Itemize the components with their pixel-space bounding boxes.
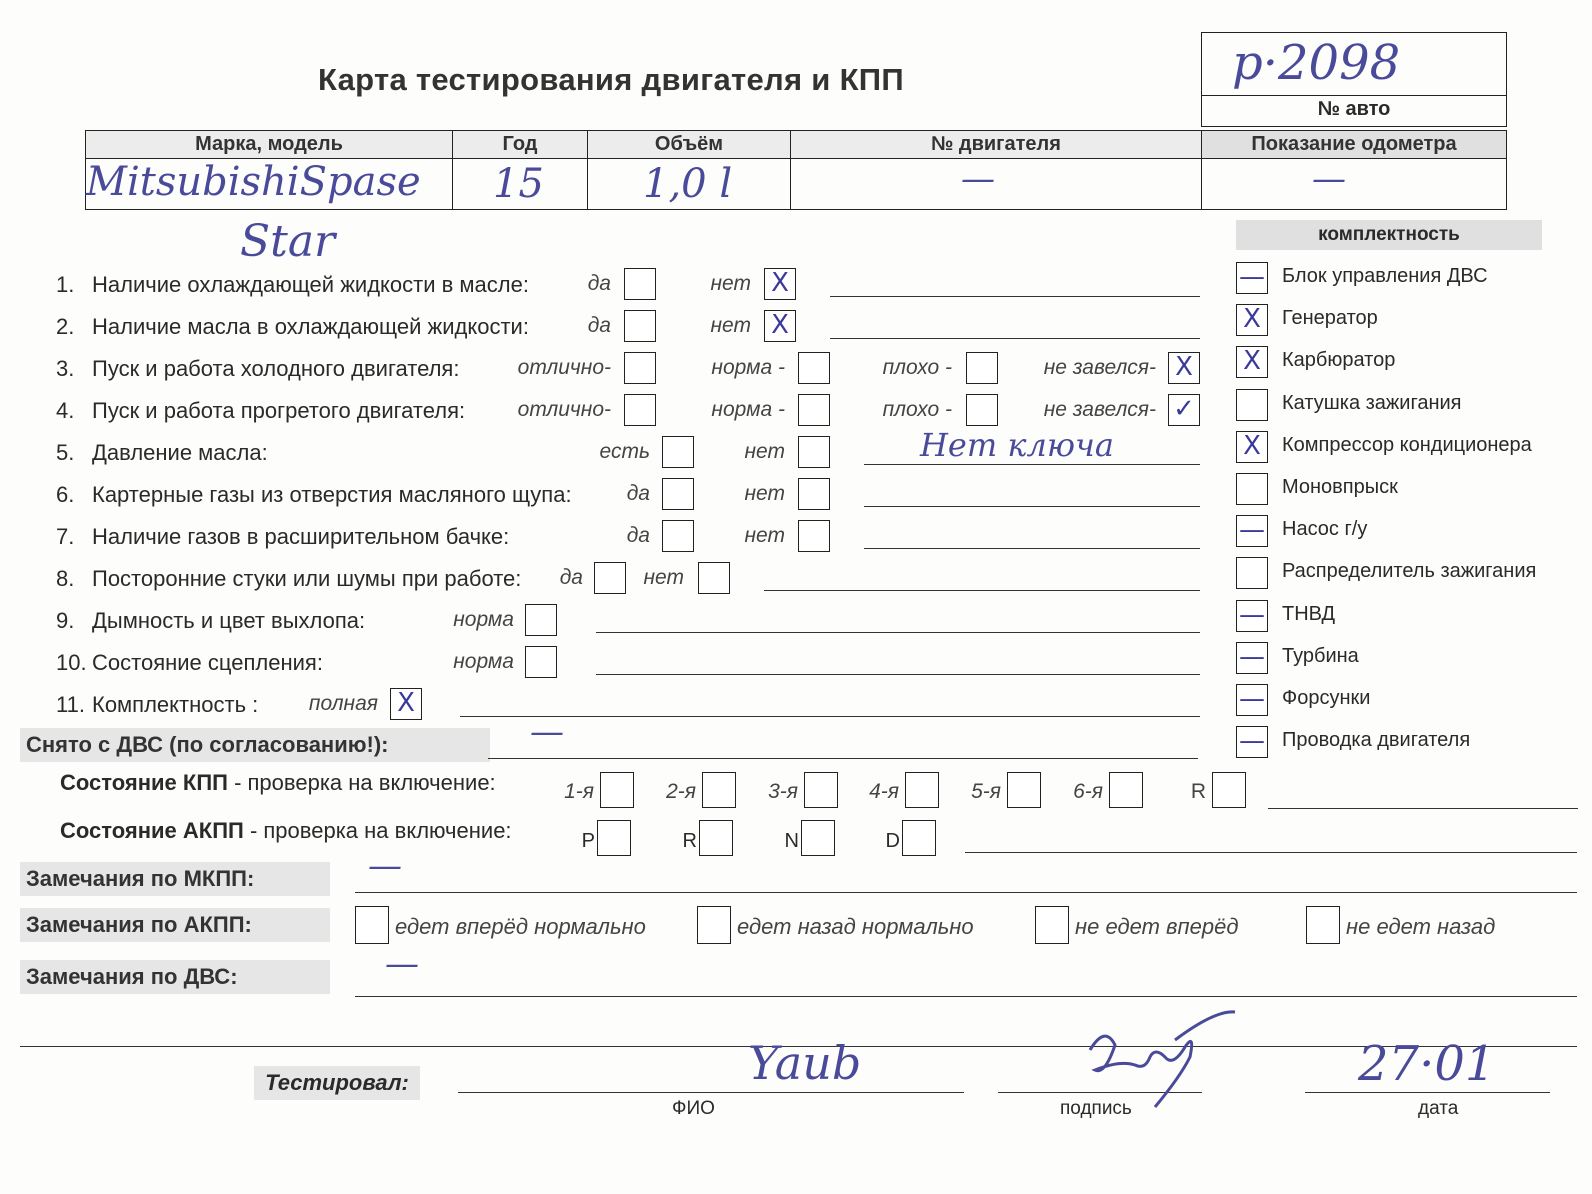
kpp-label-rest: - проверка на включение: [227, 770, 496, 795]
oil-pressure-note: Нет ключа [920, 426, 1114, 464]
option-label: норма [453, 650, 514, 673]
tested-label: Тестировал: [254, 1066, 420, 1100]
kpp-gear-label: 2-я [666, 780, 696, 803]
year-value: 15 [493, 161, 544, 207]
question-text: Пуск и работа холодного двигателя: [92, 356, 460, 381]
completeness-item-label: Форсунки [1282, 687, 1371, 709]
kpp-gear-label: R [1190, 780, 1206, 803]
completeness-checkbox[interactable] [1236, 557, 1268, 589]
date-line [1305, 1092, 1550, 1093]
akpp-position-checkbox[interactable] [801, 820, 835, 856]
question-text: Пуск и работа прогретого двигателя: [92, 398, 466, 423]
option-checkbox[interactable] [798, 478, 830, 510]
completeness-checkbox[interactable] [1236, 726, 1268, 758]
checkbox-mark: X [397, 688, 415, 718]
question-number: 8. [56, 566, 75, 591]
option-checkbox[interactable] [1168, 352, 1200, 384]
kpp-gear-label: 5-я [971, 780, 1001, 803]
option-checkbox[interactable] [1168, 394, 1200, 426]
completeness-item-label: Катушка зажигания [1282, 391, 1462, 414]
year-cell [453, 159, 588, 210]
model-value: MitsubishiSpase [86, 159, 421, 205]
question-number: 5. [56, 440, 75, 465]
akpp-position-label: D [885, 830, 900, 852]
question-text: Состояние сцепления: [92, 650, 323, 675]
completeness-checkbox[interactable] [1236, 642, 1268, 674]
completeness-item-label: Распределитель зажигания [1282, 560, 1537, 583]
option-checkbox[interactable] [662, 478, 694, 510]
engine-no-value: — [961, 159, 995, 199]
checkbox-mark: X [1175, 352, 1193, 382]
question-number: 10. [56, 650, 87, 675]
option-label: нет [744, 440, 785, 463]
option-checkbox[interactable] [798, 520, 830, 552]
removed-line [488, 758, 1198, 759]
option-label: нет [643, 566, 684, 589]
completeness-checkbox[interactable] [1236, 431, 1268, 463]
col-year-header: Год [453, 131, 588, 159]
vehicle-header-table [85, 130, 1507, 210]
option-checkbox[interactable] [966, 394, 998, 426]
question-number: 2. [56, 314, 75, 339]
kpp-gear-label: 3-я [768, 780, 798, 803]
question-number: 1. [56, 272, 75, 297]
akpp-remark-label: не едет вперёд [1075, 914, 1239, 939]
option-checkbox[interactable] [662, 520, 694, 552]
date-value: 27·01 [1358, 1036, 1496, 1092]
volume-value: 1,0 l [643, 161, 733, 207]
option-checkbox[interactable] [624, 268, 656, 300]
option-checkbox[interactable] [594, 562, 626, 594]
question-text: Давление масла: [92, 440, 268, 465]
fio-line [458, 1092, 964, 1093]
engine-no-cell [791, 159, 1202, 210]
akpp-position-label: R [682, 830, 697, 852]
option-label: нет [710, 314, 751, 337]
question-text: Наличие охлаждающей жидкости в масле: [92, 272, 529, 297]
odometer-value: — [1312, 159, 1346, 199]
option-label: есть [599, 440, 650, 463]
page-title: Карта тестирования двигателя и КПП [318, 62, 904, 97]
completeness-item-label: Генератор [1282, 307, 1378, 330]
option-checkbox[interactable] [798, 394, 830, 426]
kpp-gear-checkbox[interactable] [1007, 772, 1041, 808]
kpp-label-bold: Состояние КПП [60, 770, 228, 795]
remarks-mkpp-value: — [368, 846, 402, 886]
col-engine-no-header: № двигателя [791, 131, 1202, 159]
checkbox-mark: — [1239, 262, 1265, 292]
option-label: да [559, 566, 583, 589]
answer-line [596, 674, 1200, 675]
answer-line [460, 716, 1200, 717]
akpp-line [965, 852, 1577, 853]
option-label: нет [710, 272, 751, 295]
completeness-item-label: Компрессор кондиционера [1282, 433, 1532, 456]
akpp-label-bold: Состояние АКПП [60, 818, 244, 843]
akpp-remark-checkbox[interactable] [1035, 906, 1069, 944]
option-label: отлично- [517, 356, 611, 379]
option-label: да [626, 524, 650, 547]
kpp-line [1268, 808, 1578, 809]
completeness-checkbox[interactable] [1236, 515, 1268, 547]
answer-line [764, 590, 1200, 591]
option-checkbox[interactable] [525, 646, 557, 678]
completeness-checkbox[interactable] [1236, 304, 1268, 336]
option-label: плохо - [882, 398, 952, 421]
checkbox-mark: X [771, 310, 789, 340]
answer-line [830, 296, 1200, 297]
option-checkbox[interactable] [662, 436, 694, 468]
option-label: плохо - [882, 356, 952, 379]
akpp-position-label: N [784, 830, 799, 852]
completeness-item-label: Проводка двигателя [1282, 729, 1471, 752]
option-label: норма - [711, 398, 785, 421]
question-text: Дымность и цвет выхлопа: [92, 608, 366, 633]
option-label: да [587, 314, 611, 337]
remarks-mkpp-line [355, 892, 1577, 893]
model-cell [86, 159, 453, 210]
question-text: Наличие газов в расширительном бачке: [92, 524, 510, 549]
completeness-item-label: Насос г/у [1282, 518, 1368, 541]
akpp-remark-checkbox[interactable] [697, 906, 731, 944]
odometer-cell [1202, 159, 1507, 210]
option-checkbox[interactable] [525, 604, 557, 636]
answer-line [830, 338, 1200, 339]
checkbox-mark: X [1243, 304, 1261, 335]
signature-label: подпись [1060, 1098, 1132, 1119]
checkbox-mark: ✓ [1173, 394, 1195, 424]
option-label: да [587, 272, 611, 295]
question-text: Картерные газы из отверстия масляного щупа: [92, 482, 572, 507]
option-checkbox[interactable] [798, 352, 830, 384]
akpp-remark-label: едет назад нормально [737, 914, 974, 939]
remarks-dvs-label: Замечания по ДВС: [20, 960, 330, 994]
fio-label: ФИО [672, 1098, 715, 1119]
kpp-gear-label: 1-я [564, 780, 594, 803]
akpp-remark-label: не едет назад [1346, 914, 1496, 939]
auto-number-value: р·2098 [1232, 35, 1401, 91]
akpp-remark-label: едет вперёд нормально [395, 914, 646, 939]
remarks-mkpp-label: Замечания по МКПП: [20, 862, 330, 896]
option-label: норма [453, 608, 514, 631]
kpp-gear-checkbox[interactable] [1212, 772, 1246, 808]
date-label: дата [1418, 1098, 1459, 1119]
option-label: полная [308, 692, 378, 715]
answer-line [596, 632, 1200, 633]
completeness-checkbox[interactable] [1236, 262, 1268, 294]
question-number: 11. [56, 692, 85, 717]
model-value-line2: Star [240, 216, 336, 267]
auto-number-label: № авто [1202, 95, 1506, 121]
checkbox-mark: — [1239, 599, 1265, 630]
option-checkbox[interactable] [624, 394, 656, 426]
completeness-checkbox[interactable] [1236, 346, 1268, 378]
completeness-item-label: Моновпрыск [1282, 476, 1398, 498]
completeness-checkbox[interactable] [1236, 473, 1268, 505]
option-label: да [626, 482, 650, 505]
checkbox-mark: — [1239, 684, 1265, 714]
akpp-label [60, 818, 512, 844]
akpp-position-checkbox[interactable] [597, 820, 631, 856]
option-checkbox[interactable] [966, 352, 998, 384]
akpp-remark-checkbox[interactable] [355, 906, 389, 944]
auto-number-box [1201, 32, 1507, 127]
col-volume-header: Объём [588, 131, 791, 159]
completeness-title: комплектность [1236, 220, 1542, 250]
completeness-item-label: Турбина [1282, 644, 1359, 667]
completeness-checkbox[interactable] [1236, 600, 1268, 632]
kpp-gear-label: 4-я [869, 780, 899, 803]
option-checkbox[interactable] [764, 310, 796, 342]
answer-line [864, 506, 1200, 507]
removed-value: — [530, 712, 564, 752]
akpp-position-label: P [581, 830, 595, 852]
completeness-checkbox[interactable] [1236, 389, 1268, 421]
option-label: отлично- [517, 398, 611, 421]
checkbox-mark: — [1239, 641, 1265, 672]
option-checkbox[interactable] [798, 436, 830, 468]
removed-label: Снято с ДВС (по согласованию!): [20, 728, 490, 762]
kpp-gear-checkbox[interactable] [905, 772, 939, 808]
answer-line [864, 464, 1200, 465]
question-number: 7. [56, 524, 75, 549]
option-checkbox[interactable] [624, 352, 656, 384]
question-text: Посторонние стуки или шумы при работе: [92, 566, 522, 591]
remarks-dvs-value: — [385, 944, 419, 984]
completeness-checkbox[interactable] [1236, 684, 1268, 716]
checkbox-mark: — [1239, 515, 1265, 546]
option-label: не завелся- [1043, 398, 1156, 421]
option-checkbox[interactable] [624, 310, 656, 342]
kpp-label [60, 770, 496, 796]
question-number: 4. [56, 398, 75, 423]
akpp-label-rest: - проверка на включение: [243, 818, 512, 843]
akpp-remark-checkbox[interactable] [1306, 906, 1340, 944]
answer-line [864, 548, 1200, 549]
question-number: 9. [56, 608, 75, 633]
checkbox-mark: X [771, 268, 789, 298]
question-text: Наличие масла в охлаждающей жидкости: [92, 314, 529, 339]
akpp-position-checkbox[interactable] [902, 820, 936, 856]
option-checkbox[interactable] [698, 562, 730, 594]
akpp-position-checkbox[interactable] [699, 820, 733, 856]
volume-cell [588, 159, 791, 210]
question-number: 6. [56, 482, 75, 507]
option-label: норма - [711, 356, 785, 379]
completeness-item-label: Блок управления ДВС [1282, 265, 1488, 287]
kpp-gear-checkbox[interactable] [600, 772, 634, 808]
kpp-gear-label: 6-я [1073, 780, 1103, 803]
option-checkbox[interactable] [390, 688, 422, 720]
remarks-dvs-line [355, 996, 1577, 997]
kpp-gear-checkbox[interactable] [702, 772, 736, 808]
kpp-gear-checkbox[interactable] [1109, 772, 1143, 808]
col-model-header: Марка, модель [86, 131, 453, 159]
question-number: 3. [56, 356, 75, 381]
fio-value: Yaub [748, 1036, 862, 1090]
option-label: нет [744, 524, 785, 547]
checkbox-mark: — [1239, 726, 1265, 757]
remarks-akpp-label: Замечания по АКПП: [20, 908, 330, 942]
odometer-header: Показание одометра [1202, 131, 1507, 159]
checkbox-mark: X [1243, 430, 1261, 461]
completeness-item-label: ТНВД [1282, 602, 1336, 625]
completeness-item-label: Карбюратор [1282, 349, 1396, 372]
option-checkbox[interactable] [764, 268, 796, 300]
kpp-gear-checkbox[interactable] [804, 772, 838, 808]
question-text: Комплектность : [92, 692, 259, 717]
checkbox-mark: X [1243, 346, 1261, 377]
option-label: нет [744, 482, 785, 505]
option-label: не завелся- [1043, 356, 1156, 379]
